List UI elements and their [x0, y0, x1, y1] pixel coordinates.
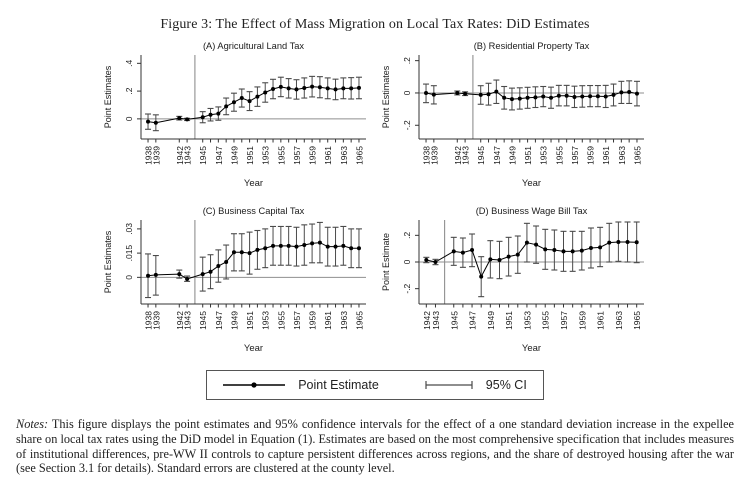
svg-text:1938: 1938 [143, 311, 154, 330]
svg-text:1945: 1945 [476, 146, 487, 165]
notes-text: This figure displays the point estimates and 95% confidence intervals for the effect of a one standard deviation increase in the expellee share on local tax rates using the DiD model in Equation (1). Estimates are based on the most comprehensive specification that includes measures of institutional differences, pre-WW II controls to capture persistent differences across regions, and the share of destroyed housing after the war (see Section 3.1 for details). Standard errors are clustered at the county level. [16, 417, 734, 476]
svg-text:1947: 1947 [491, 146, 502, 165]
figure-notes [16, 417, 734, 476]
confidence-interval-glyph [423, 379, 475, 391]
svg-text:.2: .2 [402, 231, 412, 239]
svg-text:1965: 1965 [632, 146, 643, 165]
svg-text:1957: 1957 [291, 311, 302, 330]
svg-text:1945: 1945 [198, 311, 209, 330]
svg-text:1942: 1942 [174, 146, 185, 165]
svg-text:1951: 1951 [245, 311, 256, 330]
svg-text:1951: 1951 [523, 146, 534, 165]
svg-text:1953: 1953 [260, 311, 271, 330]
svg-text:1953: 1953 [522, 311, 533, 330]
svg-text:Year: Year [521, 178, 542, 189]
svg-text:(B) Residential Property Tax: (B) Residential Property Tax [473, 41, 590, 51]
svg-text:Year: Year [521, 343, 542, 354]
svg-text:.2: .2 [402, 57, 412, 65]
panel-a-agricultural-land-tax-chart [100, 40, 372, 195]
svg-text:1963: 1963 [616, 146, 627, 165]
svg-text:1942: 1942 [174, 311, 185, 330]
svg-text:(A) Agricultural Land Tax: (A) Agricultural Land Tax [202, 41, 305, 51]
svg-text:.03: .03 [124, 222, 134, 235]
svg-text:(C) Business Capital Tax: (C) Business Capital Tax [202, 206, 305, 216]
svg-text:.2: .2 [124, 87, 134, 95]
svg-text:-.2: -.2 [402, 283, 412, 294]
svg-text:1949: 1949 [485, 311, 496, 330]
panel-b-residential-property-tax-chart [378, 40, 650, 195]
svg-text:1959: 1959 [307, 311, 318, 330]
svg-text:0: 0 [124, 274, 134, 280]
svg-text:Point Estimates: Point Estimates [103, 230, 113, 294]
svg-text:1961: 1961 [323, 311, 334, 330]
svg-text:1939: 1939 [429, 146, 440, 165]
svg-text:1947: 1947 [467, 311, 478, 330]
svg-text:1957: 1957 [559, 311, 570, 330]
legend-ci-label: 95% CI [485, 378, 527, 392]
svg-text:1953: 1953 [538, 146, 549, 165]
point-estimate-line-glyph [221, 379, 287, 391]
svg-text:1961: 1961 [323, 146, 334, 165]
svg-text:1942: 1942 [452, 146, 463, 165]
svg-text:1938: 1938 [421, 146, 432, 165]
svg-text:Point Estimate: Point Estimate [381, 232, 391, 292]
svg-text:1947: 1947 [213, 146, 224, 165]
svg-text:1955: 1955 [276, 146, 287, 165]
svg-text:1942: 1942 [421, 311, 432, 330]
svg-text:1955: 1955 [276, 311, 287, 330]
svg-text:-.2: -.2 [402, 120, 412, 131]
svg-text:1965: 1965 [354, 146, 365, 165]
svg-text:1961: 1961 [595, 311, 606, 330]
svg-text:1945: 1945 [198, 146, 209, 165]
svg-text:0: 0 [402, 259, 412, 265]
svg-text:1949: 1949 [229, 146, 240, 165]
figure-title: Figure 3: The Effect of Mass Migration on Local Tax Rates: DiD Estimates [160, 17, 590, 32]
svg-text:1965: 1965 [632, 311, 643, 330]
legend-box [206, 370, 544, 400]
svg-text:1943: 1943 [182, 311, 193, 330]
svg-text:(D) Business Wage Bill Tax: (D) Business Wage Bill Tax [475, 206, 588, 216]
legend-point-estimate-label: Point Estimate [298, 378, 379, 392]
svg-text:0: 0 [124, 116, 134, 122]
svg-text:Point Estimates: Point Estimates [381, 65, 391, 129]
svg-text:1943: 1943 [430, 311, 441, 330]
svg-text:1943: 1943 [460, 146, 471, 165]
svg-text:1955: 1955 [554, 146, 565, 165]
svg-text:1957: 1957 [569, 146, 580, 165]
svg-text:1938: 1938 [143, 146, 154, 165]
svg-text:.015: .015 [124, 244, 134, 262]
svg-text:Year: Year [243, 178, 264, 189]
svg-text:1953: 1953 [260, 146, 271, 165]
svg-text:1943: 1943 [182, 146, 193, 165]
svg-text:1963: 1963 [613, 311, 624, 330]
svg-text:1949: 1949 [229, 311, 240, 330]
svg-text:1957: 1957 [291, 146, 302, 165]
svg-text:1939: 1939 [151, 146, 162, 165]
panels-grid [0, 40, 750, 360]
svg-text:1959: 1959 [307, 146, 318, 165]
svg-text:1959: 1959 [577, 311, 588, 330]
panel-d-business-wage-bill-tax-chart [378, 205, 650, 360]
svg-text:Year: Year [243, 343, 264, 354]
svg-text:1965: 1965 [354, 311, 365, 330]
svg-text:1961: 1961 [601, 146, 612, 165]
svg-text:.4: .4 [124, 59, 134, 67]
notes-label: Notes: [16, 417, 49, 431]
svg-text:1963: 1963 [338, 146, 349, 165]
svg-text:1945: 1945 [449, 311, 460, 330]
svg-text:1955: 1955 [540, 311, 551, 330]
svg-text:1951: 1951 [245, 146, 256, 165]
svg-text:1949: 1949 [507, 146, 518, 165]
svg-text:1947: 1947 [213, 311, 224, 330]
svg-text:1963: 1963 [338, 311, 349, 330]
panel-c-business-capital-tax-chart [100, 205, 372, 360]
svg-text:Point Estimates: Point Estimates [103, 65, 113, 129]
svg-text:1939: 1939 [151, 311, 162, 330]
svg-text:1959: 1959 [585, 146, 596, 165]
svg-text:0: 0 [402, 90, 412, 96]
svg-text:1951: 1951 [504, 311, 515, 330]
